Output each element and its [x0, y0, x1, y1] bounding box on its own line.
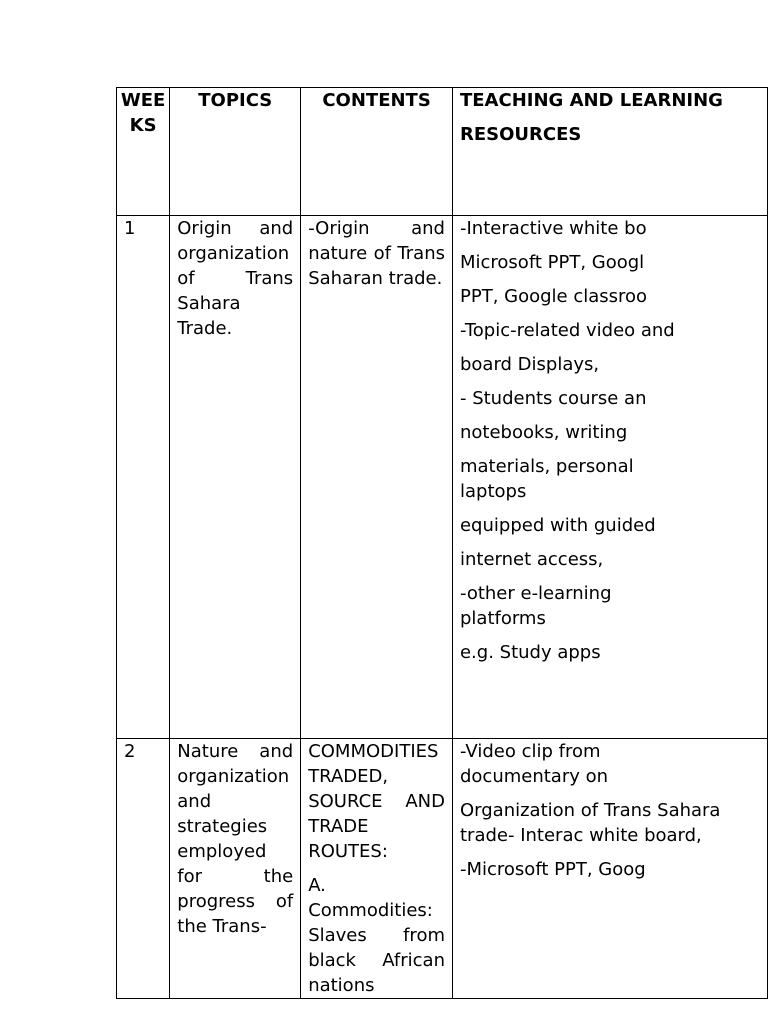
header-contents-label: CONTENTS — [322, 90, 431, 111]
resource-item: materials, personal laptops — [459, 456, 634, 502]
header-cell-weeks — [117, 88, 170, 216]
resource-item: -other e-learning platforms — [459, 583, 612, 629]
header-weeks-label: WEE KS — [120, 90, 166, 136]
resource-item: -Interactive white bo — [459, 218, 647, 239]
contents-text: COMMODITIES TRADED, SOURCE AND TRADE ROUTES: — [308, 741, 445, 862]
header-resources-label-2: RESOURCES — [459, 124, 582, 145]
week-cell — [117, 739, 170, 999]
contents-cell — [301, 216, 453, 739]
resource-item: -Topic-related video and — [459, 320, 675, 341]
header-cell-topics — [170, 88, 301, 216]
week-number: 1 — [124, 218, 136, 239]
topic-cell — [170, 739, 301, 999]
resources-cell — [452, 216, 767, 739]
resource-item: board Displays, — [459, 354, 600, 375]
resource-item: e.g. Study apps — [459, 642, 601, 663]
scheme-of-work-table — [116, 87, 768, 999]
week-cell — [117, 216, 170, 739]
contents-text: -Origin and nature of Trans Saharan trade. — [308, 218, 445, 289]
topic-text: Nature and organization and strategies employed for the progress of the Trans- — [177, 741, 294, 937]
resource-item: PPT, Google classroo — [459, 286, 648, 307]
week-number: 2 — [124, 741, 136, 762]
header-cell-resources — [452, 88, 767, 216]
resource-item: Organization of Trans Sahara trade- Interac white board, — [459, 800, 721, 846]
resource-item: internet access, — [459, 549, 604, 570]
resource-item: notebooks, writing — [459, 422, 628, 443]
resource-item: Microsoft PPT, Googl — [459, 252, 645, 273]
resources-cell — [452, 739, 767, 999]
resource-item: equipped with guided — [459, 515, 656, 536]
topic-text: Origin and organization of Trans Sahara Trade. — [177, 218, 294, 339]
contents-text: A. Commodities: Slaves from black African nations — [308, 875, 445, 996]
table-row — [117, 216, 768, 739]
table-header-row — [117, 88, 768, 216]
header-resources-label: TEACHING AND LEARNING — [459, 90, 723, 111]
resource-item: - Students course an — [459, 388, 647, 409]
header-cell-contents — [301, 88, 453, 216]
topic-cell — [170, 216, 301, 739]
table-row — [117, 739, 768, 999]
contents-cell — [301, 739, 453, 999]
resource-item: -Microsoft PPT, Goog — [459, 859, 646, 880]
resource-item: -Video clip from documentary on — [459, 741, 609, 787]
header-topics-label: TOPICS — [198, 90, 273, 111]
